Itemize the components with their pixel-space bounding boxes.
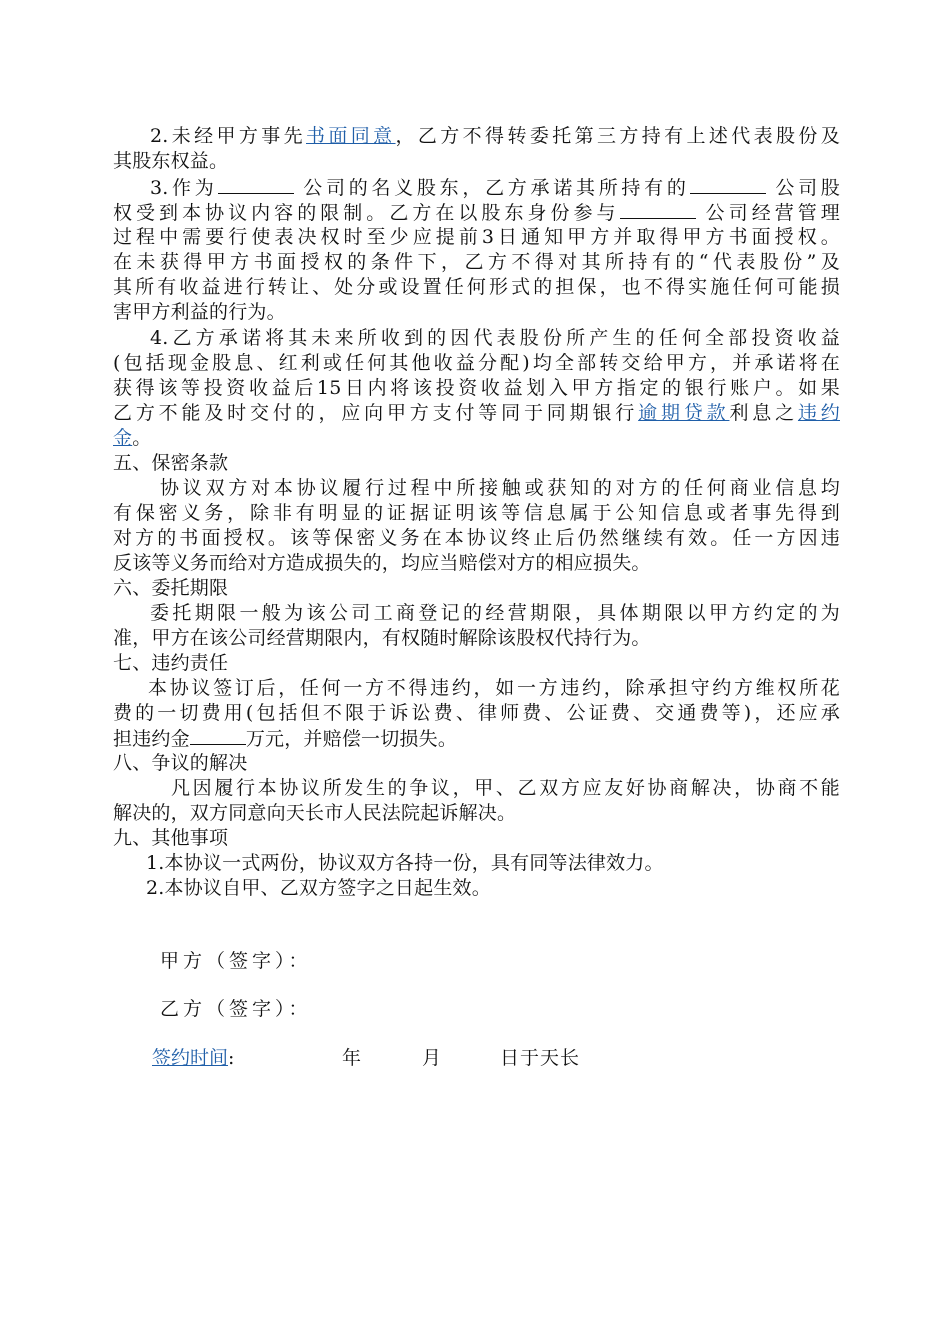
signing-date-row (152, 1046, 234, 1071)
section-9-line-2: 2.本协议自甲、乙双方签字之日起生效。 (146, 877, 491, 899)
party-a-signature-label: 甲方（签字）： (160, 950, 312, 972)
section-9-heading: 九、其他事项 (113, 827, 229, 849)
clause-3-text-l2-cont: 公司经营管理 (695, 202, 840, 224)
clause-3-line-1 (113, 175, 840, 200)
clause-4-line-5 (113, 426, 840, 451)
blank-company-name-3[interactable] (620, 200, 696, 219)
section-7-line-3 (113, 726, 840, 751)
link-signing-time[interactable]: 签约时间 (152, 1047, 229, 1069)
section-8-line-1: 凡因履行本协议所发生的争议，甲、乙双方应友好协商解决，协商不能 (171, 777, 840, 799)
section-5-heading: 五、保密条款 (113, 452, 229, 474)
clause-2-line-1 (113, 124, 840, 149)
clause-4-text: 乙方不能及时交付的，应向甲方支付等同于同期银行 (113, 402, 639, 424)
party-b-signature-label: 乙方（签字）： (160, 998, 312, 1020)
section-6-line-2: 准，甲方在该公司经营期限内，有权随时解除该股权代持行为。 (113, 627, 651, 649)
clause-3-text-cont: 公司的名义股东，乙方承诺其所持有的 (293, 177, 690, 199)
signing-colon: : (228, 1047, 235, 1069)
date-day-place-label: 日于天长 (500, 1047, 581, 1069)
blank-company-name-1[interactable] (218, 175, 294, 194)
link-penalty-part1[interactable]: 违约 (797, 402, 840, 424)
date-year-label: 年 (342, 1047, 362, 1069)
clause-2-line-2 (113, 149, 840, 174)
section-8-heading: 八、争议的解决 (113, 752, 248, 774)
section-7-text: 担违约金 (113, 728, 190, 750)
section-7-text-cont: 万元，并赔偿一切损失。 (245, 728, 458, 750)
link-overdue-loan[interactable]: 逾期贷款 (638, 402, 730, 424)
section-7-line-2: 费的一切费用(包括但不限于诉讼费、律师费、公证费、交通费等)，还应承 (113, 702, 840, 724)
clause-2-text-end: 其股东权益。 (113, 150, 229, 172)
section-7-heading: 七、违约责任 (113, 652, 229, 674)
clause-2-text-cont: ，乙方不得转委托第三方持有上述代表股份及 (395, 125, 840, 147)
clause-3-line-5: 其所有收益进行转让、处分或设置任何形式的担保，也不得实施任何可能损 (113, 276, 840, 298)
clause-4-line-4 (113, 401, 840, 426)
clause-4-text-cont: 利息之 (729, 402, 798, 424)
clause-2-text: 2.未经甲方事先 (150, 125, 306, 147)
section-7-line-1: 本协议签订后，任何一方不得违约，如一方违约，除承担守约方维权所花 (148, 677, 840, 699)
date-month-label: 月 (422, 1047, 442, 1069)
clause-3-line-3: 过程中需要行使表决权时至少应提前3日通知甲方并取得甲方书面授权。 (113, 226, 840, 248)
clause-3-line-2 (113, 200, 840, 225)
link-penalty-part2[interactable]: 金 (113, 427, 133, 449)
section-6-line-1: 委托期限一般为该公司工商登记的经营期限，具体期限以甲方约定的为 (150, 602, 840, 624)
blank-company-name-2[interactable] (690, 175, 766, 194)
clause-4-line-2: (包括现金股息、红利或任何其他收益分配)均全部转交给甲方，并承诺将在 (113, 352, 840, 374)
section-8-line-2: 解决的，双方同意向天长市人民法院起诉解决。 (113, 802, 517, 824)
clause-4-line-1: 4.乙方承诺将其未来所收到的因代表股份所产生的任何全部投资收益 (150, 327, 840, 349)
clause-3-text-l2: 权受到本协议内容的限制。乙方在以股东身份参与 (113, 202, 620, 224)
link-written-consent[interactable]: 书面同意 (306, 125, 396, 147)
blank-penalty-amount[interactable] (190, 726, 246, 745)
clause-4-line-3: 获得该等投资收益后15日内将该投资收益划入甲方指定的银行账户。如果 (113, 377, 840, 399)
section-5-line-4: 反该等义务而给对方造成损失的，均应当赔偿对方的相应损失。 (113, 552, 651, 574)
clause-4-period: 。 (132, 427, 152, 449)
clause-3-line-6: 害甲方利益的行为。 (113, 301, 286, 323)
section-5-line-2: 有保密义务，除非有明显的证据证明该等信息属于公知信息或者事先得到 (113, 502, 840, 524)
section-6-heading: 六、委托期限 (113, 577, 229, 599)
section-5-line-1: 协议双方对本协议履行过程中所接触或获知的对方的任何商业信息均 (160, 477, 840, 499)
clause-3-text: 3.作为 (150, 177, 218, 199)
clause-3-text-cont2: 公司股 (765, 177, 840, 199)
section-5-line-3: 对方的书面授权。该等保密义务在本协议终止后仍然继续有效。任一方因违 (113, 527, 840, 549)
section-9-line-1: 1.本协议一式两份，协议双方各持一份，具有同等法律效力。 (146, 852, 664, 874)
clause-3-line-4: 在未获得甲方书面授权的条件下，乙方不得对其所持有的“代表股份”及 (113, 251, 840, 273)
